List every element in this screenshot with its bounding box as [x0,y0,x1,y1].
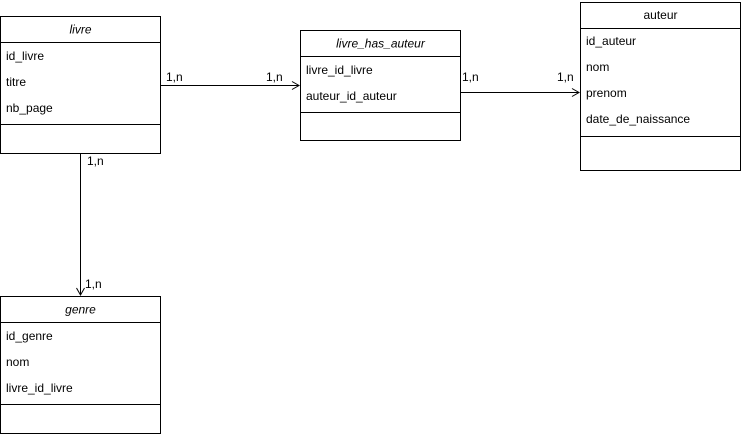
entity-livre-attr-id-livre: id_livre [6,49,45,63]
entity-auteur-title: auteur [643,8,678,22]
cardinality-genre-target: 1,n [85,277,102,291]
relation-livre-to-livre-has-auteur[interactable] [161,70,300,86]
cardinality-auteur-target: 1,n [557,70,574,84]
entity-livre-attr-nb-page: nb_page [6,101,53,115]
entity-genre-attr-id-genre: id_genre [6,329,53,343]
entity-livre-has-auteur-attr-auteur-id-auteur: auteur_id_auteur [306,89,397,103]
entity-auteur-attr-nom: nom [586,60,610,74]
entity-livre-has-auteur-attr-livre-id-livre: livre_id_livre [306,63,373,77]
entity-auteur-attr-date-de-naissance: date_de_naissance [586,112,691,126]
cardinality-livre-has-auteur-source: 1,n [462,70,479,84]
entity-livre-attr-titre: titre [6,75,27,89]
relation-livre-has-auteur-to-auteur[interactable] [461,70,580,93]
entity-genre-attr-nom: nom [6,355,30,369]
entity-auteur-attr-id-auteur: id_auteur [586,34,637,48]
cardinality-livre-has-auteur-target: 1,n [266,70,283,84]
entity-genre-attr-livre-id-livre: livre_id_livre [6,381,73,395]
entity-auteur-attr-prenom: prenom [586,86,627,100]
entity-genre-title: genre [65,302,96,317]
entity-genre[interactable] [1,297,161,434]
entity-livre-title: livre [69,22,92,37]
entity-livre-has-auteur-title: livre_has_auteur [336,36,425,51]
entity-livre-has-auteur[interactable] [301,31,461,141]
cardinality-livre-source-down: 1,n [87,154,104,168]
cardinality-livre-source: 1,n [166,70,183,84]
relation-livre-to-genre[interactable] [81,154,104,296]
entity-auteur[interactable] [581,3,741,171]
entity-livre[interactable] [1,17,161,154]
